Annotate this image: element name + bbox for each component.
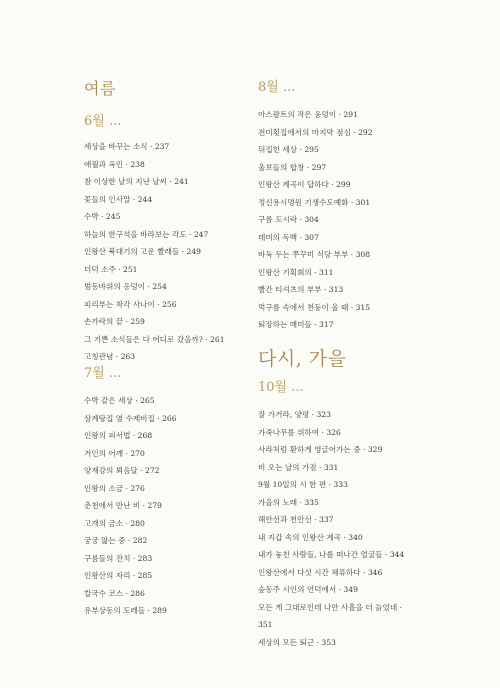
toc-entry: 거인의 어깨 · 270 bbox=[84, 448, 145, 458]
toc-entry: 그 기쁜 소식들은 다 어디로 갔을까? · 261 bbox=[84, 334, 225, 344]
toc-entry: 인왕산에서 다섯 시간 체류하다 · 346 bbox=[258, 567, 383, 577]
toc-entry: 인왕산 북대기의 고운 빨래들 · 249 bbox=[84, 247, 202, 256]
toc-entry: 수박 · 245 bbox=[84, 212, 121, 221]
toc-entry: 하늘의 한구석을 바라보는 각도 · 247 bbox=[84, 229, 209, 239]
season-title-summer: 여름 bbox=[84, 79, 116, 98]
toc-entry: 고개의 금소 · 280 bbox=[84, 518, 145, 528]
toc-entry: 해안선과 천안선 · 337 bbox=[258, 515, 334, 524]
month-heading-july: 7월 ... bbox=[84, 366, 122, 381]
toc-entry: 가죽나무를 위하여 · 326 bbox=[258, 427, 341, 437]
october-entry-list bbox=[258, 406, 404, 651]
toc-entry: 피리부는 착각 사나이 · 256 bbox=[84, 299, 177, 309]
toc-entry: 유부상동의 도레들 · 289 bbox=[84, 606, 167, 615]
august-entry-list bbox=[258, 106, 373, 334]
toc-entry: 칼국수 코스 · 286 bbox=[84, 588, 145, 598]
toc-entry: 인왕산 계곡이 답하다 · 299 bbox=[258, 180, 351, 189]
toc-entry: 9월 10일의 시 한 편 · 333 bbox=[258, 480, 348, 489]
toc-entry: 뒤집힌 세상 · 295 bbox=[258, 145, 319, 154]
toc-entry: 손가락의 끝 · 259 bbox=[84, 317, 145, 326]
toc-entry: 내가 놓친 사람들, 나를 떠나간 얼굴들 · 344 bbox=[258, 550, 405, 559]
toc-entry: 숲동주 시인의 언덕에서 · 349 bbox=[258, 585, 358, 594]
toc-entry: 애월과 옥인 · 238 bbox=[84, 159, 145, 169]
toc-entry: 고칭관념 · 263 bbox=[84, 352, 136, 361]
month-heading-august: 8월 ... bbox=[258, 80, 296, 95]
toc-entry: 모든 게 그대로인데 나만 사흘을 더 늙었네 · bbox=[258, 602, 403, 612]
toc-entry: 잘 가거라, 양평 · 323 bbox=[258, 410, 331, 419]
toc-entry: 구름들의 잔치 · 283 bbox=[84, 553, 153, 563]
toc-entry: 수박 같은 세상 · 265 bbox=[84, 396, 155, 405]
toc-entry: 인왕산의 자리 · 285 bbox=[84, 571, 153, 580]
toc-entry: 울보들의 합창 · 297 bbox=[258, 162, 327, 172]
toc-entry: 세상의 모든 퇴근 · 353 bbox=[258, 637, 336, 647]
toc-entry: 구름 도시락 · 304 bbox=[258, 215, 319, 224]
toc-entry: 먹구름 속에서 천둥이 울 때 · 315 bbox=[258, 302, 371, 312]
toc-entry: 바둑 두는 쭈꾸미 식당 부부 · 308 bbox=[258, 250, 371, 259]
toc-entry: 정신용시명원 기생수도예화 · 301 bbox=[258, 197, 371, 207]
toc-entry: 춘천에서 만난 비 · 279 bbox=[84, 501, 162, 510]
toc-entry: 사라처럼 환하게 영글어가는 중 · 329 bbox=[258, 445, 383, 454]
month-heading-june: 6월 ... bbox=[84, 114, 122, 129]
toc-entry: 인왕의 피서법 · 268 bbox=[84, 431, 153, 440]
toc-entry: 아스팔트의 작은 웅덩이 · 291 bbox=[258, 110, 358, 119]
toc-entry: 가을의 노래 · 335 bbox=[258, 497, 319, 507]
toc-entry: 참 이상한 날의 지난 날씨 · 241 bbox=[84, 177, 189, 186]
toc-entry: 퇴장하는 매미들 · 317 bbox=[258, 320, 334, 329]
toc-entry: 더덕 소주 · 251 bbox=[84, 264, 138, 274]
toc-entry: 양재강의 뵈음달 · 272 bbox=[84, 466, 160, 475]
toc-entry: 데미의 독백 · 307 bbox=[258, 232, 319, 242]
toc-entry: 삼계탕집 옆 수제비집 · 266 bbox=[84, 413, 177, 423]
month-heading-october: 10월 ... bbox=[258, 380, 304, 395]
toc-entry: 범동바위의 응덩이 · 254 bbox=[84, 282, 167, 291]
july-entry-list bbox=[84, 392, 177, 620]
toc-entry: 인왕산 기획회의 · 311 bbox=[258, 267, 334, 277]
toc-entry: 비 오는 날의 가짐 · 331 bbox=[258, 462, 339, 472]
season-title-autumn: 다시, 가을 bbox=[258, 348, 347, 370]
toc-entry: 인왕의 소금 · 276 bbox=[84, 483, 145, 493]
toc-entry: 세상을 바꾸는 소식 · 237 bbox=[84, 142, 170, 151]
toc-entry: 내 지갑 속의 인왕산 계곡 · 340 bbox=[258, 532, 363, 542]
toc-entry: 전미횟집에서의 마지막 점심 · 292 bbox=[258, 127, 373, 137]
june-entry-list bbox=[84, 138, 225, 366]
toc-entry: 꽃들의 인사말 · 244 bbox=[84, 194, 153, 204]
toc-entry: 빨간 티셔츠의 부부 · 313 bbox=[258, 285, 344, 294]
toc-entry: 궁궁 앓는 중 · 282 bbox=[84, 536, 148, 545]
toc-entry: 351 bbox=[258, 620, 273, 629]
